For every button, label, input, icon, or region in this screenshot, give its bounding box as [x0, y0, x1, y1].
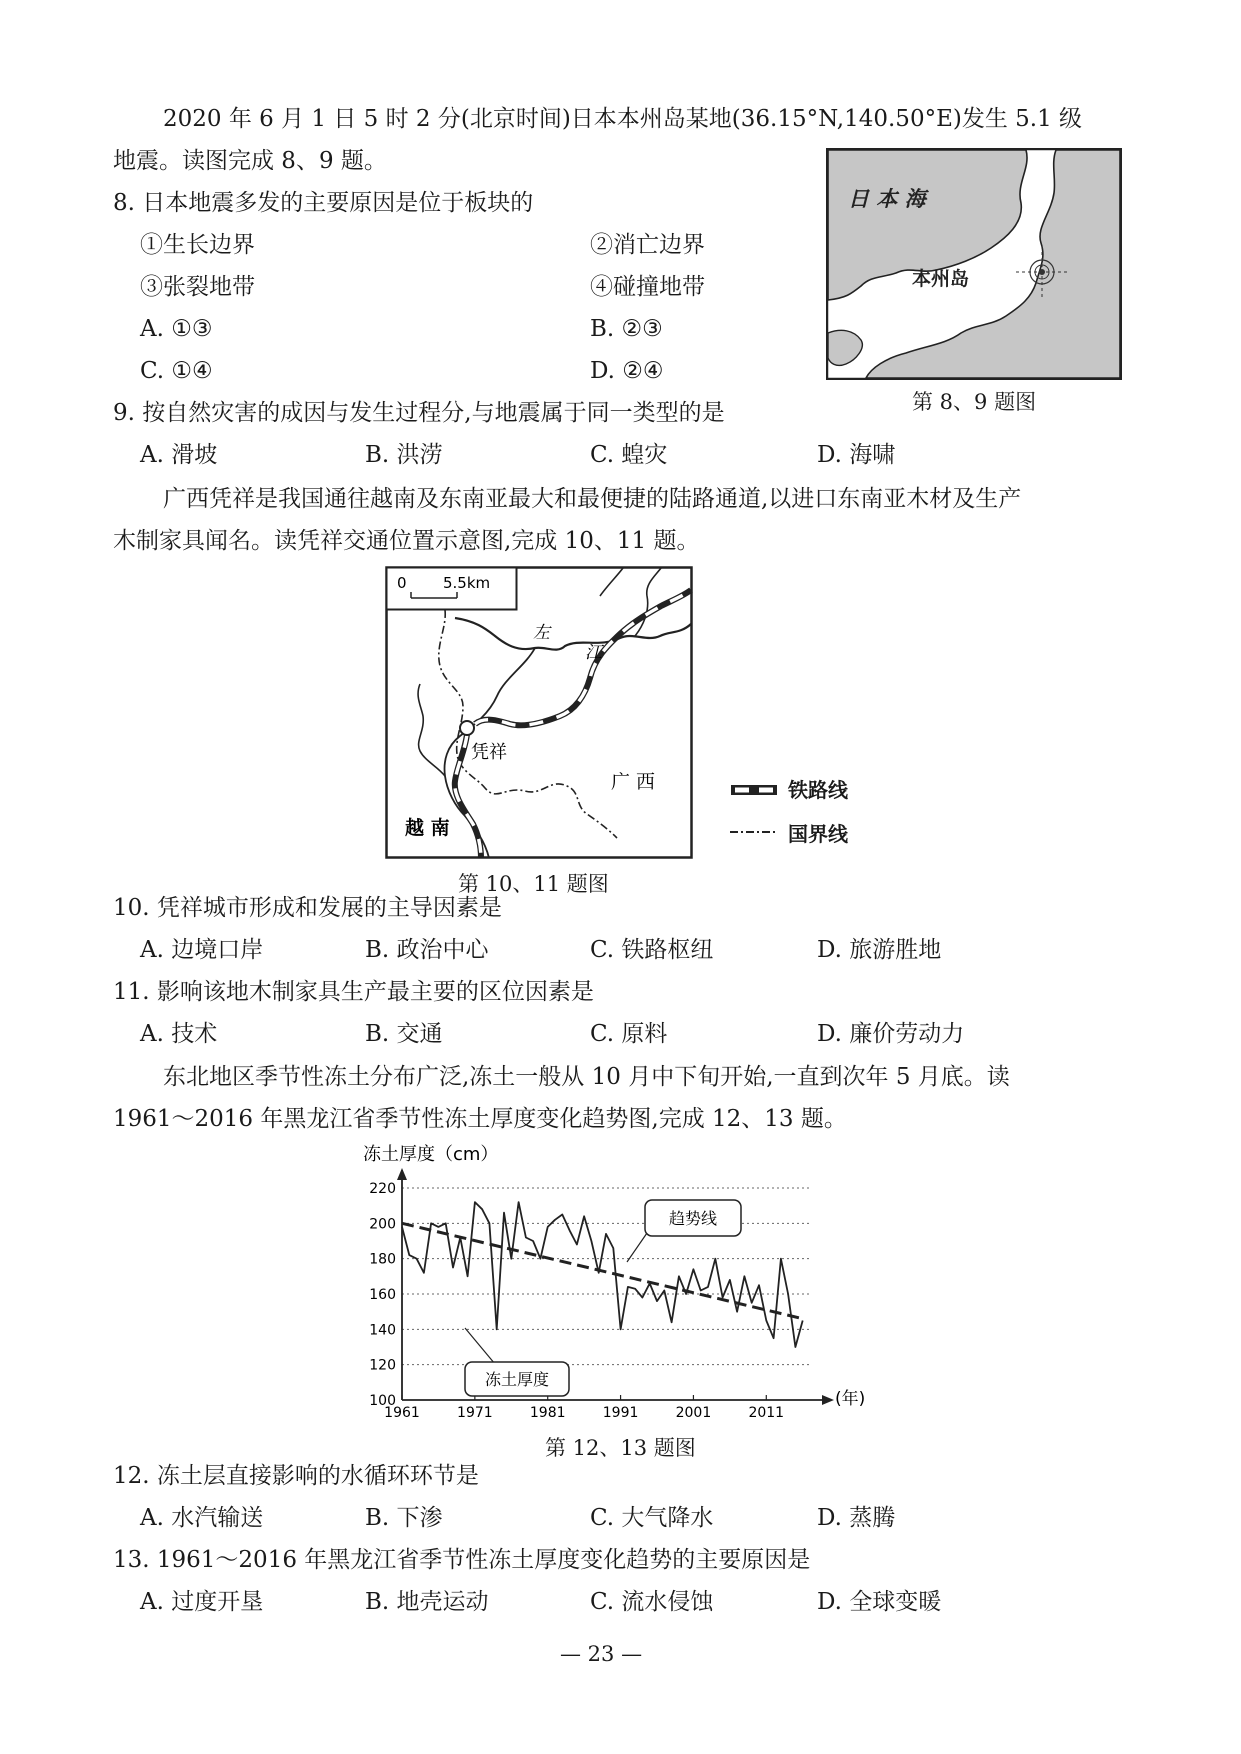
q9-option-a: A. 滑坡 [140, 442, 218, 468]
q8-option-c: C. ①④ [140, 358, 213, 384]
question-10-stem: 10. 凭祥城市形成和发展的主导因素是 [113, 895, 502, 921]
x-tick-label: 1991 [602, 1405, 639, 1421]
intro-paragraph-1: 2020 年 6 月 1 日 5 时 2 分(北京时间)日本本州岛某地(36.15°N,140.50°E)发生 5.1 级 [163, 106, 1083, 132]
river-char-1: 左 [533, 623, 550, 643]
legend-border-label: 国界线 [788, 822, 848, 846]
railway-legend-symbol [730, 784, 778, 796]
q9-option-d: D. 海啸 [817, 442, 896, 468]
q8-item-2: ②消亡边界 [590, 232, 705, 258]
thickness-callout-label: 冻土厚度 [484, 1370, 550, 1389]
chart-xlabel: (年) [835, 1389, 866, 1409]
y-tick-label: 180 [369, 1251, 396, 1268]
intro-paragraph-2: 广西凭祥是我国通往越南及东南亚最大和最便捷的陆路通道,以进口东南亚木材及生产 [163, 486, 1022, 512]
sea-label: 日 本 海 [848, 187, 926, 211]
q12-option-c: C. 大气降水 [590, 1505, 714, 1531]
x-tick-label: 2001 [675, 1405, 712, 1421]
intro-paragraph-3-cont: 1961～2016 年黑龙江省季节性冻土厚度变化趋势图,完成 12、13 题。 [113, 1106, 847, 1132]
map2-frame [387, 568, 692, 858]
island-label: 本州岛 [912, 268, 970, 290]
trend-callout-label: 趋势线 [668, 1209, 718, 1228]
q12-option-b: B. 下渗 [365, 1505, 443, 1531]
series-line-frozen-soil [402, 1202, 803, 1347]
intro-paragraph-3: 东北地区季节性冻土分布广泛,冻土一般从 10 月中下旬开始,一直到次年 5 月底。读 [163, 1064, 1010, 1090]
q12-option-a: A. 水汽输送 [140, 1505, 264, 1531]
q8-option-d: D. ②④ [590, 358, 664, 384]
vietnam-label: 越 南 [405, 817, 450, 839]
page-number: — 23 — [560, 1642, 643, 1666]
border-legend-symbol [730, 829, 778, 835]
y-tick-label: 200 [369, 1216, 396, 1233]
y-tick-label: 220 [369, 1181, 396, 1197]
q12-option-d: D. 蒸腾 [817, 1505, 896, 1531]
chart-ylabel: 冻土厚度（cm） [363, 1144, 499, 1165]
y-axis-arrow [397, 1168, 407, 1180]
map1-caption: 第 8、9 题图 [912, 390, 1037, 414]
question-9-stem: 9. 按自然灾害的成因与发生过程分,与地震属于同一类型的是 [113, 400, 725, 426]
map2-caption: 第 10、11 题图 [458, 872, 609, 896]
q8-item-3: ③张裂地带 [140, 274, 255, 300]
q11-option-a: A. 技术 [140, 1021, 218, 1047]
question-13-stem: 13. 1961～2016 年黑龙江省季节性冻土厚度变化趋势的主要原因是 [113, 1547, 811, 1573]
y-tick-label: 160 [369, 1287, 396, 1303]
y-tick-label: 140 [369, 1322, 396, 1339]
guangxi-label: 广 西 [611, 771, 656, 793]
frozen-soil-chart [355, 1140, 885, 1430]
scale-zero: 0 [397, 574, 407, 592]
river-char-2: 江 [585, 643, 602, 663]
q10-option-c: C. 铁路枢纽 [590, 937, 714, 963]
q11-option-b: B. 交通 [365, 1021, 443, 1047]
q8-option-b: B. ②③ [590, 316, 663, 342]
q10-option-b: B. 政治中心 [365, 937, 489, 963]
q9-option-b: B. 洪涝 [365, 442, 443, 468]
pingxiang-city [460, 721, 474, 735]
scale-distance: 5.5km [443, 574, 491, 592]
q11-option-d: D. 廉价劳动力 [817, 1021, 965, 1047]
q9-option-c: C. 蝗灾 [590, 442, 668, 468]
question-11-stem: 11. 影响该地木制家具生产最主要的区位因素是 [113, 979, 594, 1005]
q8-option-a: A. ①③ [140, 316, 213, 342]
city-label: 凭祥 [471, 742, 507, 763]
q10-option-d: D. 旅游胜地 [817, 937, 942, 963]
q11-option-c: C. 原料 [590, 1021, 668, 1047]
question-12-stem: 12. 冻土层直接影响的水循环环节是 [113, 1463, 479, 1489]
intro-paragraph-2-cont: 木制家具闻名。读凭祥交通位置示意图,完成 10、11 题。 [113, 528, 700, 554]
q13-option-a: A. 过度开垦 [140, 1589, 264, 1615]
q8-item-4: ④碰撞地带 [590, 274, 705, 300]
chart-caption: 第 12、13 题图 [545, 1436, 696, 1460]
y-tick-label: 120 [369, 1357, 396, 1374]
thickness-callout [465, 1328, 569, 1396]
trend-callout [627, 1200, 741, 1262]
legend-railway-label: 铁路线 [788, 778, 848, 802]
x-axis-arrow [822, 1395, 834, 1405]
q10-option-a: A. 边境口岸 [140, 937, 264, 963]
question-8-stem: 8. 日本地震多发的主要原因是位于板块的 [113, 190, 534, 216]
pingxiang-map [385, 566, 695, 862]
x-tick-label: 1981 [529, 1405, 566, 1421]
x-tick-label: 2011 [748, 1405, 785, 1421]
q13-option-c: C. 流水侵蚀 [590, 1589, 714, 1615]
intro-paragraph-1-cont: 地震。读图完成 8、9 题。 [113, 148, 387, 174]
q8-item-1: ①生长边界 [140, 232, 255, 258]
series-line-trend [402, 1223, 803, 1318]
q13-option-b: B. 地壳运动 [365, 1589, 489, 1615]
japan-map [826, 148, 1122, 380]
q13-option-d: D. 全球变暖 [817, 1589, 942, 1615]
x-tick-label: 1971 [457, 1405, 493, 1421]
y-tick-label: 100 [369, 1393, 396, 1409]
x-tick-label: 1961 [384, 1405, 420, 1421]
